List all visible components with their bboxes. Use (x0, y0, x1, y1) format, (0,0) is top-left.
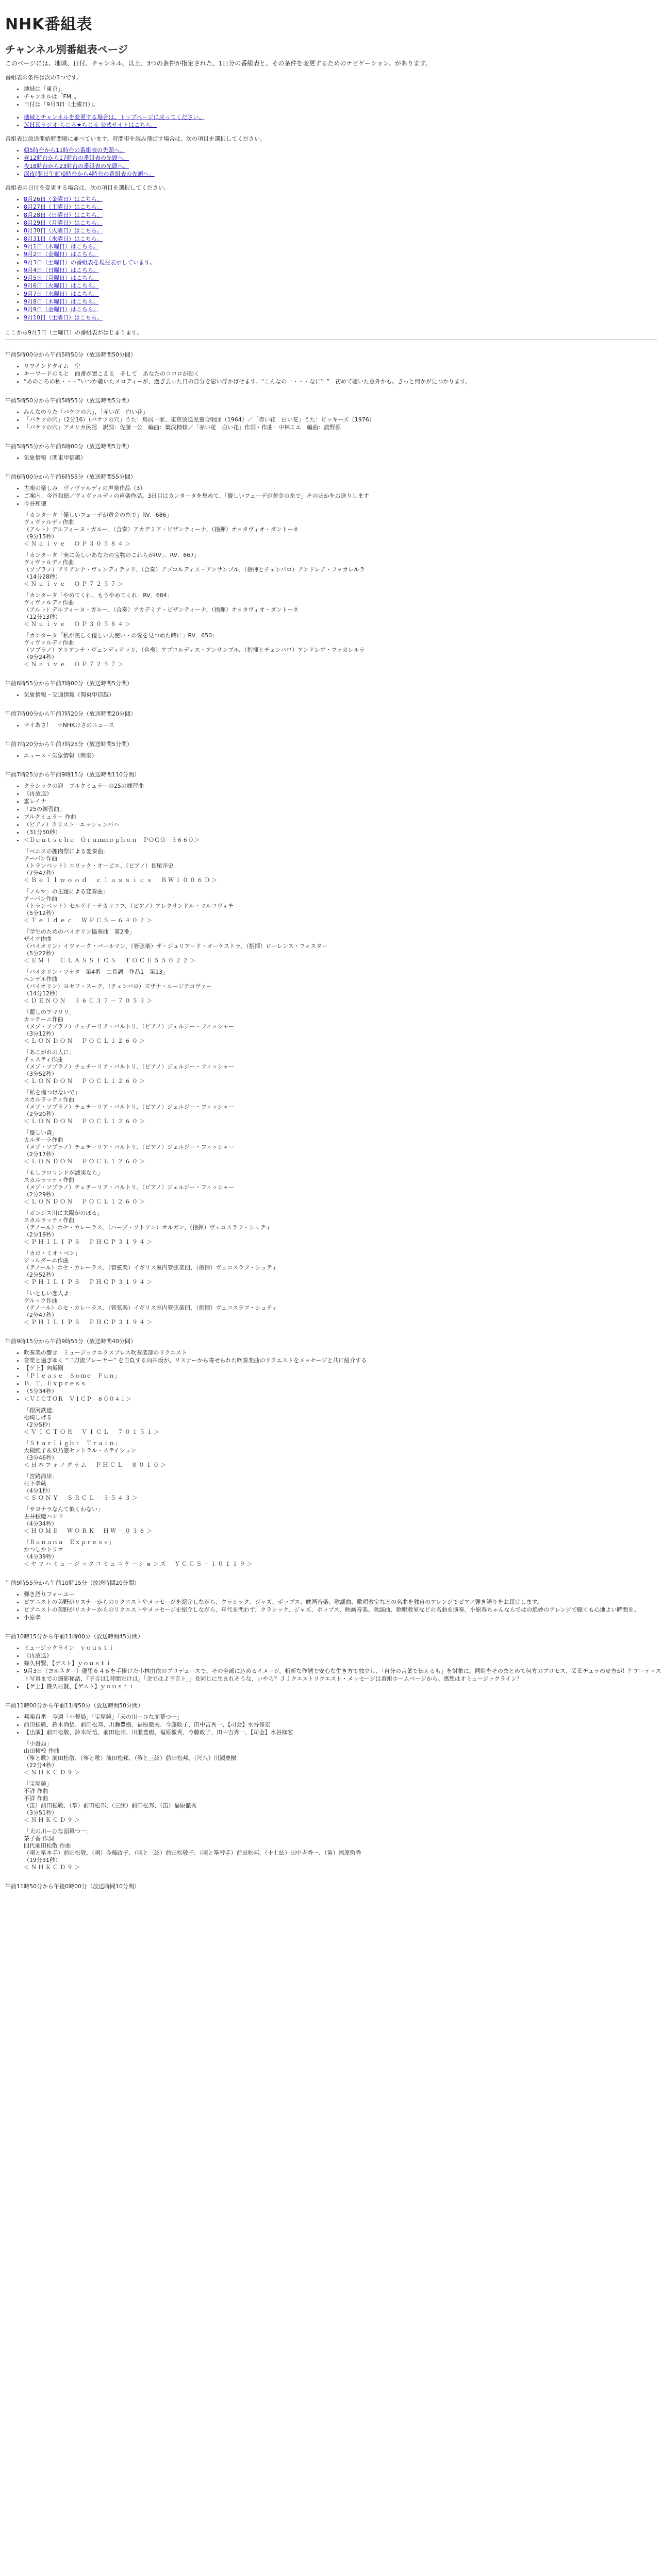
track-line: ＜Ｎａｉｖｅ ＯＰ７２５７＞ (24, 580, 125, 587)
track-entry (24, 1506, 662, 1535)
time-item (24, 146, 662, 154)
time-item (24, 170, 662, 178)
track-line: ヴィヴァルディ作曲 (24, 558, 74, 566)
program-tracklist (24, 848, 662, 1326)
track-line: 不詳 作曲 (24, 1794, 48, 1802)
program-time-slot: 午前10時15分から午前11時00分（放送時間45分間） (5, 1633, 143, 1640)
track-line: スカルラッティ作曲 (24, 1216, 74, 1224)
track-line: ヴィヴァルディ作曲 (24, 518, 74, 526)
time-links (0, 146, 662, 178)
track-line: ＜日本フォノグラム ＰＨＣＬ－８０１０＞ (24, 1461, 168, 1468)
program-details (0, 1349, 662, 1568)
program-detail-item: • ピアニストの美野がリスナーからのリクエストやメッセージを紹介しながら、年代を問わず、クラシック、ジャズ、ポップス、映画音楽、歌謡曲、歌唱教室などの名曲を演奏。小原春ちゃんならではの絶妙のアレンジで聴くも心地よい時間を。 (24, 1606, 662, 1614)
track-line: 「ベニスの謝肉祭による変奏曲」 (24, 848, 109, 855)
track-line: （2分52秒） (24, 1271, 57, 1278)
program-detail-item: • ＜Ｄｅｕｔｓｃｈｅ Ｇｒａｍｍｏｐｈｏｎ ＰＯＣＧ－３６６０＞ (24, 836, 662, 844)
program-time-slot: 午前6時55分から午前7時00分（放送時間5分間） (5, 680, 133, 687)
track-entry (24, 1089, 662, 1125)
conditions-header: 番組表の条件は次の3つです。 (5, 74, 82, 81)
program-detail-item: • （31分50秒） (24, 828, 662, 836)
date-link[interactable]: 9月10日（土曜日）はこちら。 (24, 314, 103, 321)
track-line: 「カンタータ「優しいフェーデが黄金の糸で」RV．686」 (24, 511, 172, 518)
program-detail-item: • ニュース・気象情報（関東） (24, 752, 662, 759)
date-item (24, 243, 662, 250)
condition-region: • 地域は「東京」。 (24, 85, 662, 93)
program (0, 1633, 662, 1690)
track-line: 大槻純子＆東乃旅セントラル・ステイション (24, 1447, 137, 1454)
track-line: （9分15秒） (24, 533, 57, 540)
program-detail-item: • みんなのうた「バケツの穴」，「赤い花 白い花」 (24, 408, 662, 416)
program-detail-item: • 前田松敬、鈴木尚悟、前田松邦、川瀬豊樹、福原徹秀、今藤政子、田中吉秀一、【司会】水谷修宏 (24, 1721, 662, 1728)
program-detail-item: • （ピアノ）クリスト一エッシェンバハ (24, 821, 662, 828)
program-detail-item: • 気象情報（関東甲信越） (24, 454, 662, 462)
track-line: 「Ｂａｎａｎａ Ｅｘｐｒｅｓｓ」 (24, 1538, 114, 1546)
track-line: （テノール）ホセ・カレーラス、（ハープ・ソトソン）オルガン、（指揮）ヴェコスラフ・シュティ (24, 1224, 271, 1231)
track-line: ＜ＬＯＮＤＯＮ ＰＯＣＬ１２６０＞ (24, 1158, 146, 1165)
back-to-top-link[interactable]: 地域とチャンネルを変更する場合は、トップページに戻ってください。 (24, 114, 205, 121)
date-link[interactable]: 9月6日（火曜日）はこちら。 (24, 282, 99, 290)
program-detail-item: • 今谷和徳 (24, 500, 662, 507)
program-time-slot: 午前5時55分から午前6時00分（放送時間5分間） (5, 443, 133, 450)
program (0, 710, 662, 729)
program-detail-item: • 【出演】前田松敬、鈴木尚悟、前田松邦、川瀬豊樹、福原徹秀、今藤政子、田中吉秀一、【司会】水谷修宏 (24, 1728, 662, 1736)
track-list (24, 1740, 662, 1871)
track-entry (24, 1539, 662, 1568)
program-time-slot: 午前7時20分から午前7時25分（放送時間5分間） (5, 740, 133, 748)
program-details (0, 752, 662, 759)
program (0, 473, 662, 668)
track-line: 古井積慶ハンド (24, 1513, 63, 1520)
track-line: ヘンデル作曲 (24, 975, 58, 982)
track-entry (24, 1740, 662, 1776)
program-time-slot: 午前11時00分から午前11時50分（放送時間50分間） (5, 1702, 143, 1709)
program-time-slot: 午前5時00分から午前5時50分（放送時間50分間） (5, 351, 136, 358)
track-line: （5分22秒） (24, 950, 57, 957)
track-line: （3分51秒） (24, 1809, 57, 1816)
track-line: ジョルダーニ作曲 (24, 1257, 69, 1264)
track-line: 「ノルマ」の主題による変奏曲」 (24, 888, 109, 895)
date-link[interactable]: 8月29日（月曜日）はこちら。 (24, 219, 103, 227)
track-line: （アルト）デルフィーヌ・ガルー、（合奏）アカデミア・ビザンティーナ、（指揮）オッタヴィオ・ダントーネ (24, 526, 299, 533)
track-entry (24, 1170, 662, 1206)
date-link[interactable]: 9月8日（木曜日）はこちら。 (24, 298, 99, 306)
track-line: 「ガンジス川に太陽がのぼる」 (24, 1209, 103, 1216)
condition-links (0, 113, 662, 129)
program-detail-item: • 弾き語りフォーユー (24, 1590, 662, 1598)
track-line: （バイオリン）ヨセフ・スーク、（チェンバロ）ズザナ・ルージチコヴァー (24, 982, 212, 990)
track-line: （4分39秒） (24, 1553, 57, 1560)
program (0, 771, 662, 1326)
date-link[interactable]: 9月5日（月曜日）はこちら。 (24, 275, 99, 282)
track-line: （メゾ・ソプラノ）チェチーリア・バルトリ、（ピアノ）ジェルジー・フィッシャー (24, 1143, 235, 1150)
program-tracklist (24, 512, 662, 668)
track-line: ＜Ｎａｉｖｅ ＯＰ３０５８４＞ (24, 620, 132, 628)
date-item (24, 290, 662, 298)
track-line: 山田検校 作曲 (24, 1747, 60, 1754)
site-title: NHK番組表 (5, 15, 93, 33)
track-entry (24, 592, 662, 628)
track-line: グルック作曲 (24, 1297, 58, 1304)
radiru-item (24, 121, 662, 129)
track-line: ＜ＬＯＮＤＯＮ ＰＯＣＬ１２６０＞ (24, 1198, 146, 1205)
track-entry (24, 1407, 662, 1436)
track-line: （19分31秒） (24, 1856, 61, 1863)
program-detail-item: • 「バケツの穴」アメリカ民謡 訳詞：佐藤一公 編曲：葉浅精修／「赤い花 白い花」作詞・作曲：中林ミエ 編曲：渡野源 (24, 423, 662, 431)
program-details (0, 1644, 662, 1690)
track-entry (24, 1290, 662, 1326)
track-line: （14分12秒） (24, 990, 61, 997)
track-entry (24, 512, 662, 548)
track-line: （2分20秒） (24, 1110, 57, 1117)
track-line: 茶子香 作詞 (24, 1835, 54, 1842)
program-detail-item: • クラシックの迎 ブルクミュラーの25の練習曲 (24, 782, 662, 790)
schedule-header: ここから9月3日（土曜日）の番組表がはじまります。 (5, 329, 143, 336)
program-details (0, 1713, 662, 1871)
track-line: ＜ヤマハミュージックコミュニケーションズ ＹＣＣＳ－１０１１９＞ (24, 1560, 254, 1567)
track-line: （テノール）ホセ・カレーラス、（管弦楽）イギリス室内管弦楽団、（指揮）ヴェコスラフ・シュティ (24, 1264, 277, 1271)
current-date-label: 9月3日（土曜日）の番組表を現在表示しています。 (24, 259, 156, 266)
program-detail-item: • 古楽の楽しみ ヴィヴァルディの声楽作品（3） (24, 484, 662, 492)
program-details (0, 408, 662, 431)
track-line: （5分12秒） (24, 909, 57, 917)
track-entry (24, 552, 662, 588)
track-entry (24, 1781, 662, 1824)
date-link[interactable]: 8月27日（土曜日）はこちら。 (24, 204, 103, 211)
time-item (24, 154, 662, 162)
track-line: ヴィヴァルディ作曲 (24, 599, 74, 606)
track-line: （ソプラノ）アリアンナ・ヴェンディテッリ、（合奏）アプコルディス・アンサンブル、（指揮とチェンバロ）アンドレア・フッカレルラ (24, 566, 365, 573)
track-line: ＜ＬＯＮＤＯＮ ＰＯＣＬ１２６０＞ (24, 1117, 146, 1125)
track-line: （4分34秒） (24, 1520, 57, 1527)
conditions-list (0, 85, 662, 108)
date-link[interactable]: 9月4日（日曜日）はこちら。 (24, 266, 99, 274)
track-line: 「いとしい恋人よ」 (24, 1290, 75, 1297)
time-item (24, 162, 662, 170)
track-line: （2分29秒） (24, 1191, 57, 1198)
track-entry (24, 1009, 662, 1045)
track-line: （テノール）ホセ・カレーラス、（管弦楽）イギリス室内管弦楽団、（指揮）ヴェコスラフ・シュティ (24, 1304, 277, 1311)
program-detail-item: • ご案内：今谷和徳／ヴィヴァルディの声楽作品。3日目はカンタータを集めて、「優しいフェーデが黄金の糸で」そのほかをお送りします (24, 492, 662, 500)
track-line: ＜ＰＨＩＬＩＰＳ ＰＨＣＰ３１９４＞ (24, 1318, 154, 1326)
program-detail-item: • マイあさ！ ☆NHKけさのニュース (24, 721, 662, 729)
track-line: ＜ＮＨＫＣＤ９＞ (24, 1863, 81, 1871)
program-detail-item: • “あのころの私・・・”いつか聴いたメロディーが、過ぎ去った日の自分を思い浮かばせます。“こんなの一・・・なに？” 初めて聴いた意外かも。きっと何かが見つかります。 (24, 378, 662, 385)
radiru-link[interactable]: ＮＨＫラジオ らじる★らじる 公式サイトはこちら。 (24, 122, 157, 128)
track-line: （2分19秒） (24, 1231, 57, 1238)
program-detail-item: • 「25の練習曲」 (24, 805, 662, 813)
program-time-slot: 午前9時55分から午前10時15分（放送時間20分間） (5, 1579, 140, 1586)
program-detail-item: • Ｂ．Ｔ．Ｅｘｐｒｅｓｓ (24, 1380, 662, 1387)
track-line: ＜Ｎａｉｖｅ ＯＰ３０５８４＞ (24, 540, 132, 547)
program-detail-item: • 音楽と過ぎゆく “二刀流ブレーヤー” を自負する向井坂が、リスナーから寄せられた吹奏楽曲のリクエストをメッセージと共に紹介する (24, 1357, 662, 1364)
date-item (24, 195, 662, 203)
program-tracklist (24, 1740, 662, 1871)
date-item (24, 219, 662, 227)
program-detail-item: • リワインドタイム 空 (24, 362, 662, 370)
track-line: （2分17秒） (24, 1150, 57, 1158)
time-header: 番組表は放送開始時間順に並べています。時間帯を読み飛ばす場合は、次の項目を選択してください。 (5, 135, 266, 142)
program-detail-item: • ＜ＶＩＣＴＯＲ ＶＩＣＰ－６００４１＞ (24, 1395, 662, 1403)
program-detail-item: • 【ゲ上】篠久村賢、【ゲスト】ｙｏｕｓｔｉ (24, 1683, 662, 1690)
track-line: （バイオリン）イツァーク・パールマン、（管弦楽）ザ・ジュリアード・オーケストラ、（指揮）ローレンス・フォスター (24, 942, 328, 950)
program-detail-item: • 気象情報・交通情報（関東甲信越） (24, 691, 662, 699)
program-time-slot: 午前9時15分から午前9時55分（放送時間40分間） (5, 1337, 136, 1345)
program-detail-item: • 雲レイナ (24, 798, 662, 805)
track-line: （笛）前田松敬、（筝）前田松邦、（三絃）前田松邦、（笛）福原徹秀 (24, 1802, 197, 1809)
date-item (24, 235, 662, 243)
program-time-slot: 午前6時00分から午前6時55分（放送時間55分間） (5, 473, 136, 480)
track-line: 「学生のためのバイオリン協奏曲 第2番」 (24, 928, 135, 935)
program-detail-item: • 「バケツの穴」（2分16）（バケツの穴」うた：鳥居一家、東京放送児童合唱団（1964）／「赤い花 白い花」うた：ピッキーズ（1976） (24, 416, 662, 423)
intro-text: このページには、地域、日付、チャンネル、以上、3つの条件が指定された、1日分の番組表と、その条件を変更するためのナビゲーション、があります。 (5, 60, 432, 67)
program (0, 443, 662, 462)
program-details (0, 721, 662, 729)
track-line: （アルト）デルフィーヌ・ガルー、（合奏）アカデミア・ビザンティーナ、（指揮）オッタヴィオ・ダントーネ (24, 606, 299, 613)
schedule (0, 351, 662, 1891)
track-line: ＜ＰＨＩＬＩＰＳ ＰＨＣＰ３１９４＞ (24, 1238, 154, 1245)
track-line: （トランペット）セルゲイ・ナカリコフ、（ピアノ）アレクサンドル・マルコヴィチ (24, 902, 234, 909)
track-line: ＜ＥＭＩ ＣＬＡＳＳＩＣＳ ＴＯＣＥ５５０２２＞ (24, 957, 197, 964)
program (0, 397, 662, 431)
program-detail-item: • 「Ｐｌｅａｓｅ Ｓｏｍｅ Ｆｕｎ」 (24, 1372, 662, 1380)
back-to-top-item (24, 113, 662, 121)
date-link[interactable]: 9月7日（水曜日）はこちら。 (24, 290, 99, 297)
program-detail-item: • キーワードのもと 曲番が置こえる そして あなたのココロが動く (24, 370, 662, 378)
date-link[interactable]: 9月9日（金曜日）はこちら。 (24, 306, 99, 313)
track-entry (24, 848, 662, 884)
track-line: 「宮路海岸」 (24, 1472, 58, 1480)
program-details (0, 1590, 662, 1621)
track-line: 「私を傷つけないで」 (24, 1089, 80, 1096)
track-line: （9分24秒） (24, 653, 57, 660)
track-line: （14分28秒） (24, 573, 61, 580)
program-time-slot: 午前7時00分から午前7時20分（放送時間20分間） (5, 710, 136, 717)
track-line: ＜Ｂｅｌｌｗｏｏｄ ｃｌａｓｓｉｃｓ ＢＷ１００６Ｄ＞ (24, 876, 219, 884)
program-details (0, 484, 662, 668)
track-line: （2分47秒） (24, 1311, 57, 1318)
track-line: 松崎しげる (24, 1414, 52, 1421)
program (0, 740, 662, 759)
program-detail-item: • 《再放送》 (24, 1652, 662, 1659)
track-line: （メゾ・ソプラノ）チェチーリア・バルトリ、（ピアノ）ジェルジー・フィッシャー (24, 1103, 235, 1110)
track-entry (24, 928, 662, 964)
track-line: 「サヨナラなんて似くわない」 (24, 1505, 103, 1513)
track-line: カルダーラ作曲 (24, 1136, 63, 1143)
track-line: チェスティ作曲 (24, 1056, 63, 1063)
time-link-morning[interactable]: 朝5時台から11時台の番組表の先頭へ。 (24, 147, 125, 154)
track-line: 「カンタータ「私が美しく優しい天使い・の愛を見つめた時に」RV．650」 (24, 632, 218, 639)
page-title: チャンネル別番組表ページ (5, 43, 128, 56)
track-list (24, 512, 662, 668)
track-line: （22分4秒） (24, 1761, 57, 1769)
track-line: （唄と筝本手）前田松敬、（唄）今藤政子、（唄と三絃）前田松敬子、（唄と筝替手）前田松邦、（十七絃）田中吉秀一、（笛）福原徹秀 (24, 1849, 361, 1856)
track-line: 村下孝蔵 (24, 1480, 46, 1487)
track-line: ＜Ｎａｉｖｅ ＯＰ７２５７＞ (24, 660, 125, 668)
track-line: （メゾ・ソプラノ）チェチーリア・バルトリ、（ピアノ）ジェルジー・フィッシャー (24, 1183, 235, 1191)
track-line: （2分5秒） (24, 1421, 54, 1428)
track-line: 「宝屋鏡」 (24, 1780, 52, 1787)
date-item (24, 266, 662, 274)
date-link[interactable]: 8月26日（金曜日）はこちら。 (24, 196, 103, 203)
program-time-slot: 午前5時50分から午前5時55分（放送時間5分間） (5, 397, 133, 404)
track-list (24, 1407, 662, 1568)
track-line: ザイツ作曲 (24, 935, 52, 942)
track-line: カッチーニ作曲 (24, 1015, 63, 1023)
track-entry (24, 1049, 662, 1085)
date-item (24, 227, 662, 234)
program (0, 1702, 662, 1871)
track-line: ＜ＳＯＮＹ ＳＲＣＬ－３５４３＞ (24, 1494, 139, 1501)
date-item (24, 306, 662, 313)
track-line: 四代前田松敬 作曲 (24, 1842, 71, 1849)
program-time-slot: 午前11時50分から午後0時00分（放送時間10分間） (5, 1883, 140, 1890)
date-links (0, 195, 662, 321)
program-detail-item: • 篠久村賢、【ゲスト】ｙｏｕｓｔｉ (24, 1659, 662, 1667)
track-line: ＜ＶＩＣＴＯＲ ＶＩＣＬ－７０１５１＞ (24, 1428, 161, 1435)
track-line: ＜ＬＯＮＤＯＮ ＰＯＣＬ１２６０＞ (24, 1037, 146, 1044)
track-line: 「天の川ーひな面幕つ一」 (24, 1827, 92, 1835)
track-line: 「カンタータ「実に美しいあなたの宝物のこれらがRV」．RV．667」 (24, 551, 200, 558)
track-entry (24, 888, 662, 924)
track-line: （4分1秒） (24, 1487, 54, 1494)
date-item (24, 250, 662, 258)
date-link[interactable]: 9月1日（木曜日）はこちら。 (24, 243, 99, 250)
track-list (24, 848, 662, 1326)
program-detail-item: • （5分34秒） (24, 1387, 662, 1395)
track-line: 「Ｓｔａｒｌｉｇｈｔ Ｔｒａｉｎ」 (24, 1439, 120, 1447)
date-item (24, 259, 662, 266)
program (0, 680, 662, 699)
program-detail-item: • ピアニストの美野がリスナーからのリクエストやメッセージを紹介しながら、クラシック、ジャズ、ポップス、映画音楽、歌謡曲、歌唱教室などの名曲を独自のアレンジでピアノ弾き語りをお届けします。 (24, 1598, 662, 1606)
track-line: ＜ＮＨＫＣＤ９＞ (24, 1769, 81, 1776)
track-line: 「銀河鉄道」 (24, 1406, 58, 1414)
track-line: （3分12秒） (24, 1030, 57, 1037)
date-item (24, 211, 662, 219)
track-line: スカルラッティ作曲 (24, 1176, 74, 1183)
time-link-late-night[interactable]: 深夜(翌日午前)0時台から4時台の番組表の先頭へ。 (24, 170, 155, 177)
track-line: アーバン作曲 (24, 895, 58, 902)
date-item (24, 282, 662, 290)
date-item (24, 314, 662, 321)
track-line: （トランペット）エリック・オービエ、（ピアノ）長尾洋史 (24, 862, 174, 869)
track-line: スカルラッティ作曲 (24, 1096, 74, 1103)
program-detail-item: • 《再放送》 (24, 790, 662, 798)
track-line: （3分46秒） (24, 1454, 57, 1461)
track-entry (24, 632, 662, 668)
track-entry (24, 1210, 662, 1246)
condition-channel: • チャンネルは「FM」。 (24, 93, 662, 100)
track-line: （メゾ・ソプラノ）チェチーリア・バルトリ、（ピアノ）ジェルジー・フィッシャー (24, 1063, 235, 1070)
date-link[interactable]: 9月2日（金曜日）はこちら。 (24, 251, 99, 258)
program-detail-item: • 9月3日（ヨルネター）優里６４６を手掛けた小林由依のプロデュースで、その全部に込めるイメージ。斬新な作詞で安心な生き方で独立し、「自分の言葉で伝えるも」を対象に。同時をそのまとめて何方のプロセス、ＺＥチュラの皮方が！？アーティスト写真までの撮影秘話、『予言は1時間だけは」「余ではよ予言ト」」長同じに生まれそうな、いやら？ＪＪクエストリクエスト・メッセージは番組ホームページから。感想はオミュージックライン？ (24, 1667, 662, 1683)
track-line: ヴィヴァルディ作曲 (24, 639, 74, 646)
track-line: （7分47秒） (24, 869, 57, 876)
track-line: 「麗しのアマリリ」 (24, 1008, 75, 1015)
track-line: 不詳 作曲 (24, 1787, 48, 1794)
track-entry (24, 1473, 662, 1502)
program (0, 1883, 662, 1891)
program-details (0, 691, 662, 699)
track-line: ＜ＬＯＮＤＯＮ ＰＯＣＬ１２６０＞ (24, 1077, 146, 1084)
track-line: 「優しい森」 (24, 1129, 58, 1136)
separator (5, 339, 657, 340)
track-line: （ソプラノ）アリアンナ・ヴェンディテッリ、（合奏）アプコルディス・アンサンブル、（指揮とチェンバロ）アンドレア・フッカレルラ (24, 646, 365, 653)
time-link-daytime[interactable]: 昼12時台から17時台の番組表の先頭へ。 (24, 155, 129, 162)
program-detail-item: • ブルクミュラー 作曲 (24, 813, 662, 821)
track-line: アーバン作曲 (24, 855, 58, 862)
program-details (0, 782, 662, 1326)
track-line: かつしかトリオ (24, 1546, 63, 1553)
program-time-slot: 午前7時25分から午前9時15分（放送時間110分間） (5, 771, 140, 778)
program (0, 1337, 662, 1568)
condition-date: • 日付は「9月3日（土曜日）」。 (24, 100, 662, 108)
track-line: ＜Ｔｅｌｄｅｃ ＷＰＣＳ－６４０２＞ (24, 917, 154, 924)
track-line: （メゾ・ソプラノ）チェチーリア・バルトリ、（ピアノ）ジェルジー・フィッシャー (24, 1023, 235, 1030)
program-details (0, 362, 662, 385)
program-detail-item: • 邦楽百番 今週「小督局」「宝屋鏡」「天の川ーひな面幕つ一」 (24, 1713, 662, 1721)
track-entry (24, 1129, 662, 1165)
track-line: 「もしフロリンドが誠実なら」 (24, 1169, 103, 1176)
track-line: 「小督局」 (24, 1740, 52, 1747)
track-line: 「バイオリン・ソナタ 第4番 二長調 作品1 第13」 (24, 968, 169, 975)
track-entry (24, 1250, 662, 1286)
date-item (24, 298, 662, 306)
date-item (24, 203, 662, 211)
track-entry (24, 1828, 662, 1871)
time-link-evening[interactable]: 夜18時台から23時台の番組表の先頭へ。 (24, 162, 129, 170)
track-line: 「カンタータ「やめてくれ、もうやめてくれ」RV．684」 (24, 591, 173, 599)
program-details (0, 454, 662, 462)
track-line: ＜ＰＨＩＬＩＰＳ ＰＨＣＰ３１９４＞ (24, 1278, 154, 1285)
track-entry (24, 969, 662, 1005)
track-line: ＜ＮＨＫＣＤ９＞ (24, 1816, 81, 1823)
program-detail-item: • 【ゲ上】向坂剛 (24, 1364, 662, 1372)
program-detail-item: • 小原孝 (24, 1614, 662, 1621)
track-line: 「あこがれの人に」 (24, 1048, 75, 1056)
program-detail-item: • 吹奏楽の響き ミュージックエクスプレス吹奏楽部のリクエスト (24, 1349, 662, 1357)
date-header: 番組表の日付を変更する場合は、次の項目を選択してください。 (5, 184, 170, 192)
program (0, 1579, 662, 1621)
track-entry (24, 1440, 662, 1469)
track-line: ＜ＨＯＭＥ ＷＯＲＫ ＨＷ－０３６＞ (24, 1527, 154, 1534)
track-line: （12分13秒） (24, 613, 61, 620)
date-item (24, 274, 662, 282)
track-line: 「カロ・ミオ・ベン」 (24, 1249, 80, 1257)
track-line: （3分52秒） (24, 1070, 57, 1077)
program-detail-item: • ミュージックライン ｙｏｕｓｔｉ (24, 1644, 662, 1652)
date-link[interactable]: 8月28日（日曜日）はこちら。 (24, 211, 103, 218)
program (0, 351, 662, 385)
program-tracklist (24, 1407, 662, 1568)
track-line: ＜ＤＥＮＯＮ ３６Ｃ３７－７０５３＞ (24, 997, 154, 1004)
date-link[interactable]: 8月31日（水曜日）はこちら。 (24, 235, 103, 242)
track-line: （筝と歌）前田松敬、（筝と歌）前田松邦、（筝と三絃）前田松邦、（尺八）川瀬豊樹 (24, 1754, 237, 1761)
date-link[interactable]: 8月30日（火曜日）はこちら。 (24, 227, 103, 234)
